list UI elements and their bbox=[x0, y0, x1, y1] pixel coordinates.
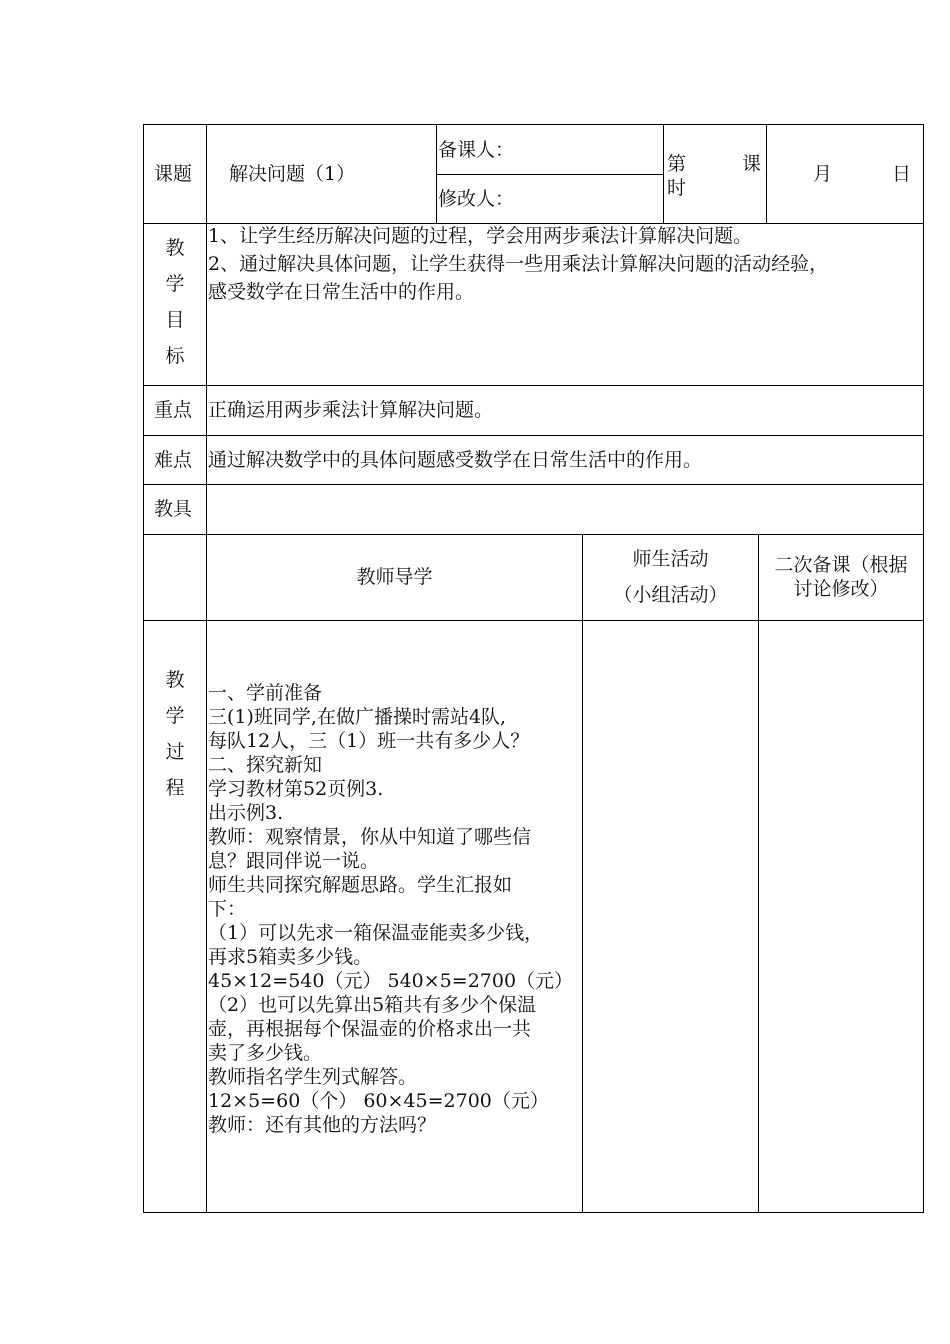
goals-label-char: 目 bbox=[165, 309, 185, 331]
day-label: 日 bbox=[892, 163, 912, 185]
tools-label: 教具 bbox=[154, 498, 193, 520]
grid-line bbox=[143, 620, 924, 621]
grid-line bbox=[143, 1212, 924, 1213]
grid-line bbox=[143, 435, 924, 436]
process-line: 教师指名学生列式解答。 bbox=[208, 1066, 418, 1088]
process-line: 二、探究新知 bbox=[208, 754, 323, 776]
process-line: 45×12=540（元） 540×5=2700（元） bbox=[208, 970, 574, 992]
process-line: 下： bbox=[208, 898, 247, 920]
goals-label-char: 学 bbox=[165, 273, 185, 295]
grid-line bbox=[143, 534, 924, 535]
goals-label-char: 教 bbox=[165, 237, 185, 259]
process-line: 师生共同探究解题思路。学生汇报如 bbox=[208, 874, 513, 896]
activity-header-line1: 师生活动 bbox=[632, 548, 709, 570]
grid-line bbox=[758, 534, 759, 1213]
lesson-label-lesson: 课 bbox=[742, 153, 762, 175]
process-label-char: 教 bbox=[165, 669, 185, 691]
process-line: 每队12人，三（1）班一共有多少人？ bbox=[208, 730, 530, 752]
goals-line: 2、通过解决具体问题，让学生获得一些用乘法计算解决问题的活动经验， bbox=[208, 253, 829, 275]
grid-line bbox=[143, 385, 924, 386]
process-label-char: 过 bbox=[165, 741, 185, 763]
grid-line bbox=[582, 534, 583, 1213]
second-prep-header-line1: 二次备课（根据 bbox=[774, 554, 908, 576]
lesson-label-hour: 时 bbox=[667, 177, 687, 199]
key-point-value: 正确运用两步乘法计算解决问题。 bbox=[208, 399, 494, 421]
process-line: 出示例3. bbox=[208, 802, 284, 824]
difficulty-value: 通过解决数学中的具体问题感受数学在日常生活中的作用。 bbox=[208, 449, 703, 471]
grid-line bbox=[143, 124, 924, 125]
difficulty-label: 难点 bbox=[154, 449, 193, 471]
goals-content bbox=[208, 224, 828, 304]
process-line: （2）也可以先算出5箱共有多少个保温 bbox=[208, 994, 537, 1016]
goals-line: 1、让学生经历解决问题的过程，学会用两步乘法计算解决问题。 bbox=[208, 225, 753, 247]
process-line: 息？跟同伴说一说。 bbox=[208, 850, 380, 872]
goals-label-char: 标 bbox=[165, 345, 185, 367]
process-line: 三(1)班同学,在做广播操时需站4队, bbox=[208, 706, 507, 728]
process-content bbox=[208, 681, 573, 1137]
key-point-label: 重点 bbox=[154, 399, 193, 421]
month-label: 月 bbox=[813, 163, 833, 185]
goals-line: 感受数学在日常生活中的作用。 bbox=[208, 281, 475, 303]
reviser-label: 修改人： bbox=[438, 188, 515, 210]
process-line: 壶，再根据每个保温壶的价格求出一共 bbox=[208, 1018, 532, 1040]
grid-line bbox=[766, 124, 767, 224]
process-line: 教师：还有其他的方法吗？ bbox=[208, 1114, 437, 1136]
second-prep-header-line2: 讨论修改） bbox=[793, 578, 889, 600]
process-line: 教师：观察情景，你从中知道了哪些信 bbox=[208, 826, 532, 848]
lesson-label-first: 第 bbox=[667, 153, 687, 175]
activity-header-line2: （小组活动） bbox=[613, 584, 728, 606]
process-line: 一、学前准备 bbox=[208, 682, 323, 704]
teacher-guide-header: 教师导学 bbox=[356, 566, 433, 588]
process-line: 学习教材第52页例3. bbox=[208, 778, 384, 800]
grid-line bbox=[206, 124, 207, 1213]
process-label-char: 学 bbox=[165, 705, 185, 727]
preparer-label: 备课人： bbox=[438, 139, 515, 161]
grid-line bbox=[436, 124, 437, 224]
process-label-char: 程 bbox=[165, 777, 185, 799]
process-line: （1）可以先求一箱保温壶能卖多少钱， bbox=[208, 922, 544, 944]
process-line: 再求5箱卖多少钱。 bbox=[208, 946, 373, 968]
process-line: 12×5=60（个） 60×45=2700（元） bbox=[208, 1090, 549, 1112]
topic-label: 课题 bbox=[154, 163, 193, 185]
process-line: 卖了多少钱。 bbox=[208, 1042, 323, 1064]
grid-line bbox=[436, 174, 663, 175]
grid-line bbox=[663, 124, 664, 224]
topic-value: 解决问题（1） bbox=[229, 163, 356, 185]
goals-label bbox=[144, 230, 206, 374]
grid-line bbox=[923, 124, 924, 1213]
process-label bbox=[144, 662, 206, 806]
grid-line bbox=[143, 484, 924, 485]
